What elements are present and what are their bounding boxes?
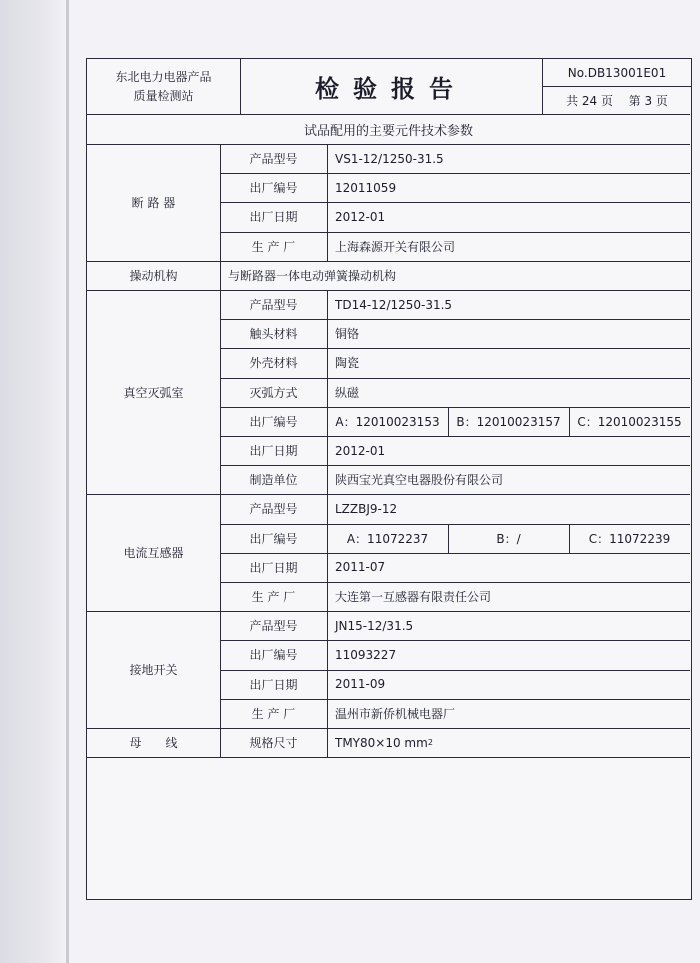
report-sheet xyxy=(86,58,692,900)
interrupter-row-label: 出厂编号 xyxy=(249,414,298,429)
interrupter-row-value: TD14-12/1250-31.5 xyxy=(335,297,453,312)
busbar-size-unit-exponent: 2 xyxy=(427,738,433,748)
section-breaker-name: 断 路 器 xyxy=(131,195,176,210)
earthing-row-value: JN15-12/31.5 xyxy=(335,618,414,633)
section-mechanism-name: 操动机构 xyxy=(129,268,178,283)
report-meta xyxy=(542,59,691,114)
section-busbar-name: 母 线 xyxy=(129,736,178,751)
page-edge xyxy=(66,0,69,963)
interrupter-row-value: 2012-01 xyxy=(335,443,386,458)
interrupter-row-value: 陶瓷 xyxy=(335,356,360,371)
ct-row-label: 出厂日期 xyxy=(249,560,298,575)
binding-shadow xyxy=(0,0,68,963)
section-interrupter-name: 真空灭弧室 xyxy=(123,385,184,400)
ct-row-value: 2011-07 xyxy=(335,560,386,575)
interrupter-row-label: 灭弧方式 xyxy=(249,385,298,400)
section-ct-name: 电流互感器 xyxy=(123,546,184,561)
breaker-row-label: 出厂日期 xyxy=(249,210,298,225)
interrupter-row-label: 出厂日期 xyxy=(249,444,298,459)
ct-row-label: 产品型号 xyxy=(249,502,298,517)
section-earthing-name: 接地开关 xyxy=(129,663,178,678)
breaker-row-value: VS1-12/1250-31.5 xyxy=(335,151,444,166)
total-pages: 共 24 页 xyxy=(566,93,613,108)
interrupter-phase-c: C：12010023155 xyxy=(577,414,682,429)
ct-row-label: 生 产 厂 xyxy=(251,590,296,605)
ct-row-label: 出厂编号 xyxy=(249,531,298,546)
ct-phase-b: B：/ xyxy=(496,531,521,546)
interrupter-row-label: 制造单位 xyxy=(249,473,298,488)
report-title: 检验报告 xyxy=(315,75,467,103)
interrupter-row-value: 纵磁 xyxy=(335,385,360,400)
table-subtitle: 试品配用的主要元件技术参数 xyxy=(87,114,690,145)
ct-phase-c: C：11072239 xyxy=(588,531,671,546)
earthing-row-label: 产品型号 xyxy=(249,619,298,634)
page-info xyxy=(543,86,691,114)
interrupter-row-label: 外壳材料 xyxy=(249,356,298,371)
report-header xyxy=(87,59,690,115)
earthing-row-value: 温州市新侨机械电器厂 xyxy=(335,706,456,721)
earthing-row-label: 生 产 厂 xyxy=(251,706,296,721)
ct-row-value: 大连第一互感器有限责任公司 xyxy=(335,590,492,605)
interrupter-row-label: 触头材料 xyxy=(249,327,298,342)
busbar-row-value xyxy=(327,728,690,757)
busbar-size-value: TMY80×10 mm xyxy=(335,735,428,750)
earthing-row-label: 出厂日期 xyxy=(249,677,298,692)
org-line2: 质量检测站 xyxy=(133,88,194,103)
breaker-row-value: 上海森源开关有限公司 xyxy=(335,239,456,254)
org-line1: 东北电力电器产品 xyxy=(115,69,212,84)
busbar-row-label: 规格尺寸 xyxy=(249,736,298,751)
earthing-row-value: 11093227 xyxy=(335,647,397,662)
breaker-row-value: 12011059 xyxy=(335,180,397,195)
ct-row-value: LZZBJ9-12 xyxy=(335,501,398,516)
interrupter-row-value: 铜铬 xyxy=(335,327,360,342)
interrupter-phase-b: B：12010023157 xyxy=(456,414,561,429)
page-number: 第 3 页 xyxy=(628,93,668,108)
report-number: No.DB13001E01 xyxy=(543,59,691,87)
interrupter-row-label: 产品型号 xyxy=(249,298,298,313)
earthing-row-label: 出厂编号 xyxy=(249,648,298,663)
earthing-row-value: 2011-09 xyxy=(335,677,386,692)
breaker-row-value: 2012-01 xyxy=(335,209,386,224)
breaker-row-label: 产品型号 xyxy=(249,152,298,167)
breaker-row-label: 出厂编号 xyxy=(249,181,298,196)
interrupter-phase-a: A：12010023153 xyxy=(335,414,440,429)
breaker-row-label: 生 产 厂 xyxy=(251,239,296,254)
issuing-organization xyxy=(87,59,241,114)
row-divider xyxy=(87,757,690,758)
ct-phase-a: A：11072237 xyxy=(346,531,429,546)
mechanism-value: 与断路器一体电动弹簧操动机构 xyxy=(228,268,397,283)
interrupter-row-value: 陕西宝光真空电器股份有限公司 xyxy=(335,473,504,488)
